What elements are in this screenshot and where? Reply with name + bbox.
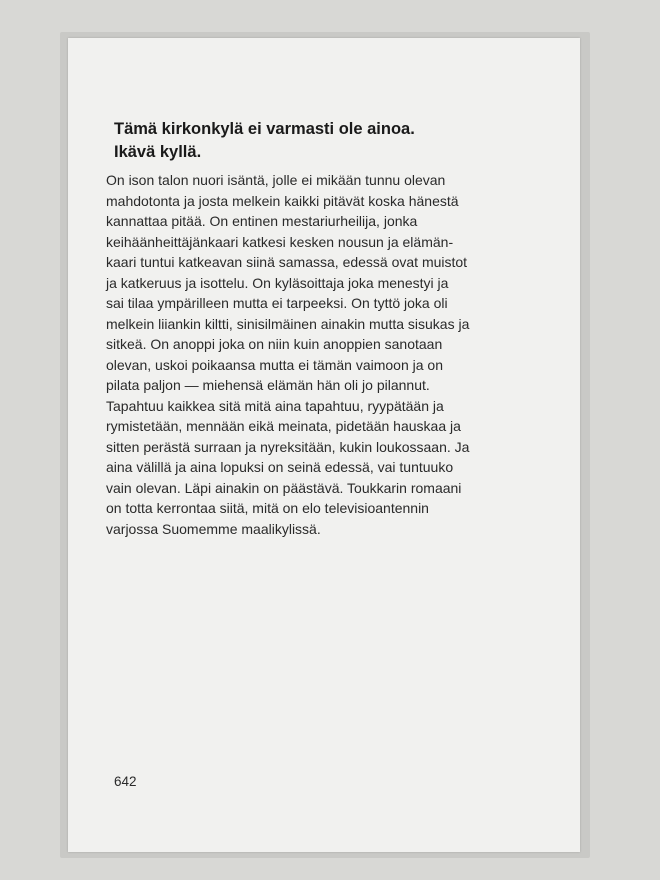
blurb-line: kannattaa pitää. On entinen mestariurheilija, jonka [106,213,418,229]
catalog-number: 642 [114,774,137,789]
blurb-line: varjossa Suomemme maalikylissä. [106,520,321,537]
blurb-line: sai tilaa ympärilleen mutta ei tarpeeksi. On tyttö joka oli [106,295,448,311]
headline-line: Ikävä kyllä. [114,143,202,161]
blurb-line: melkein liiankin kiltti, sinisilmäinen ainakin mutta sisukas ja [106,315,470,332]
blurb-line: rymistetään, mennään eikä meinata, pidetään hauskaa ja [106,418,461,434]
blurb-line: aina välillä ja aina lopuksi on seinä edessä, vai tuntuuko [106,459,454,475]
blurb-line: keihäänheittäjänkaari katkesi kesken nousun ja elämän- [106,233,454,250]
blurb-line: on totta kerrontaa siitä, mitä on elo televisioantennin [106,500,429,516]
back-cover-blurb [106,170,526,539]
blurb-line: olevan, uskoi poikaansa mutta ei tämän vaimoon ja on [106,356,443,373]
blurb-line: Tapahtuu kaikkea sitä mitä aina tapahtuu, ryypätään ja [106,397,444,414]
blurb-line: ja katkeruus ja isottelu. On kyläsoittaja joka menestyi ja [106,274,449,291]
back-cover-headline [114,118,534,164]
blurb-line: kaari tuntui katkeavan siinä samassa, edessä ovat muistot [106,254,468,270]
blurb-line: On ison talon nuori isäntä, jolle ei mikään tunnu olevan [106,172,446,188]
book-back-cover [68,38,580,852]
blurb-line: vain olevan. Läpi ainakin on päästävä. Toukkarin romaani [106,479,462,496]
blurb-line: sitkeä. On anoppi joka on niin kuin anoppien sanotaan [106,336,443,352]
headline-line: Tämä kirkonkylä ei varmasti ole ainoa. [114,120,415,138]
blurb-line: sitten perästä surraan ja nyreksitään, kukin loukossaan. Ja [106,438,470,455]
blurb-line: pilata paljon — miehensä elämän hän oli jo pilannut. [106,377,430,393]
blurb-line: mahdotonta ja josta melkein kaikki pitävät koska hänestä [106,192,459,209]
